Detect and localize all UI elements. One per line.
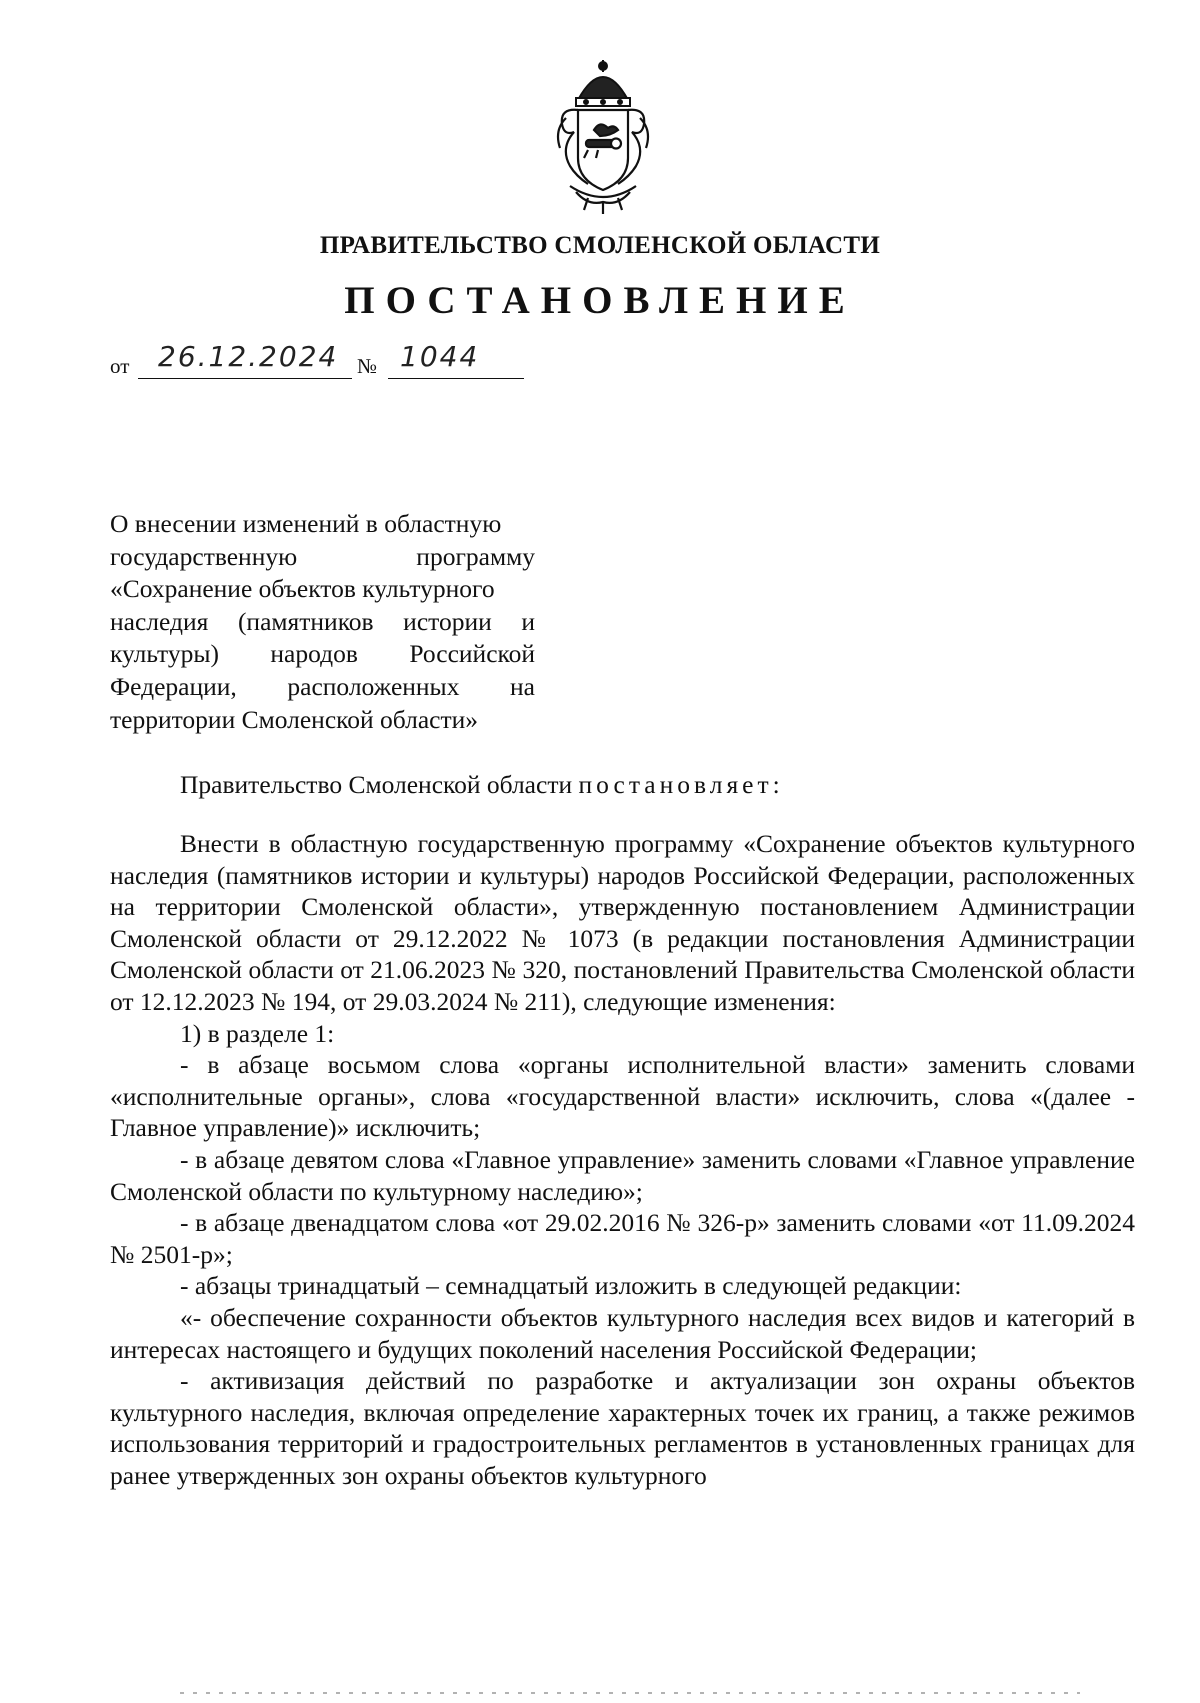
body-paragraph: - в абзаце двенадцатом слова «от 29.02.2016 № 326-р» заменить словами «от 11.09.2024 № 2501-р»; xyxy=(110,1208,1135,1269)
subject-line: территории Смоленской области» xyxy=(110,704,479,734)
scan-artifact-line xyxy=(0,1688,1200,1698)
preamble-resolves: постановляет: xyxy=(578,770,784,799)
smolensk-coat-of-arms-icon xyxy=(548,58,658,218)
date-underline xyxy=(138,378,352,379)
body-paragraph: «- обеспечение сохранности объектов культурного наследия всех видов и категорий в интересах настоящего и будущих поколений населения Российской Федерации; xyxy=(110,1302,1135,1364)
government-name: ПРАВИТЕЛЬСТВО СМОЛЕНСКОЙ ОБЛАСТИ xyxy=(319,232,881,259)
subject-line: Федерации, расположенных на xyxy=(110,671,535,701)
subject-line: «Сохранение объектов культурного xyxy=(110,574,495,604)
number-label: № xyxy=(357,354,378,378)
body-paragraph: Внести в областную государственную программу «Сохранение объектов культурного наследия (памятников истории и культуры) народов Российской Федерации, расположенных на территории Смоленской области», утвержденную постановлением Администрации Смоленской области от 29.12.2022 № 1073 (в редакции постановления Администрации Смоленской области от 21.06.2023 № 320, постановлений Правительства Смоленской области от 12.12.2023 № 194, от 29.03.2024 № 211), следующие изменения: xyxy=(110,829,1135,1016)
date-from-label: от xyxy=(110,354,130,378)
body-paragraph: - абзацы тринадцатый – семнадцатый изложить в следующей редакции: xyxy=(180,1271,962,1301)
subject-line: О внесении изменений в областную xyxy=(110,509,502,538)
document-type-title: ПОСТАНОВЛЕНИЕ xyxy=(344,279,856,322)
preamble-text: Правительство Смоленской области xyxy=(180,770,579,799)
date-number-line xyxy=(110,340,550,380)
subject-line: культуры) народов Российской xyxy=(110,639,535,669)
body-paragraph: - активизация действий по разработке и актуализации зон охраны объектов культурного наследия, включая определение характерных точек их границ, а также режимов использования территорий и градостроительных регламентов в установленных границах для ранее утвержденных зон охраны объектов культурного xyxy=(110,1366,1135,1490)
subject-line: государственную программу xyxy=(110,541,535,571)
body-paragraph: - в абзаце восьмом слова «органы исполнительной власти» заменить словами «исполнительные органы», слова «государственной власти» исключить, слова «(далее - Главное управление)» исключить; xyxy=(110,1050,1135,1143)
preamble xyxy=(180,770,784,800)
handwritten-date: 26.12.2024 xyxy=(158,340,339,373)
subject-line: наследия (памятников истории и xyxy=(110,606,535,636)
body-paragraph: - в абзаце девятом слова «Главное управление» заменить словами «Главное управление Смоленской области по культурному наследию»; xyxy=(110,1144,1135,1206)
handwritten-number: 1044 xyxy=(400,340,480,373)
number-underline xyxy=(388,378,524,379)
body-paragraph: 1) в разделе 1: xyxy=(180,1018,335,1048)
document-subject xyxy=(110,508,535,736)
document-body xyxy=(110,828,1135,1491)
